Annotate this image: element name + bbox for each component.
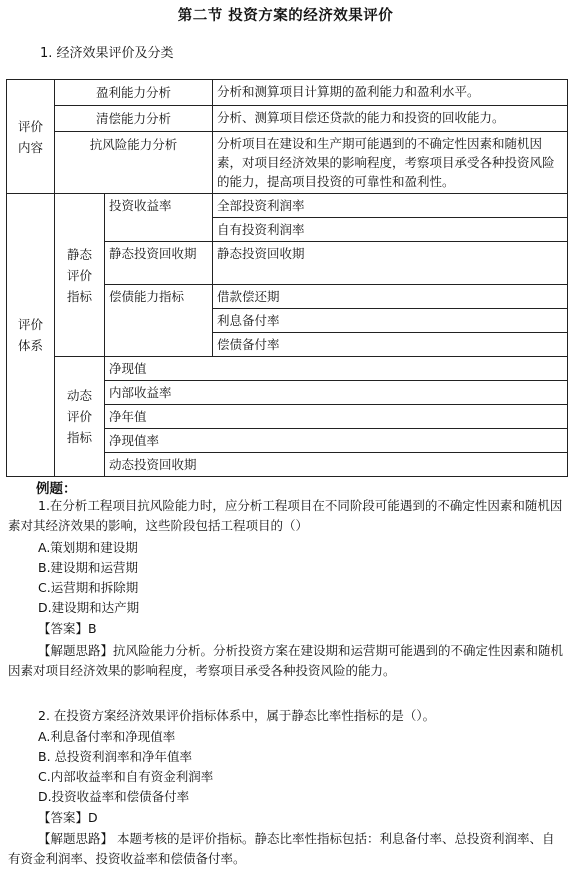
table-row <box>7 357 568 381</box>
static-sub-cell: 偿债备付率 <box>213 333 568 357</box>
question-1-stem: 1.在分析工程项目抗风险能力时，应分析工程项目在不同阶段可能遇到的不确定性因素和随机因素对其经济效果的影响，这些阶段包括工程项目的（） <box>8 498 563 533</box>
dynamic-item-cell: 净年值 <box>105 405 568 429</box>
static-item-cell: 投资收益率 <box>105 194 213 242</box>
q1-answer: 【答案】B <box>38 621 97 636</box>
static-sub-cell: 借款偿还期 <box>213 285 568 309</box>
q1-option-c: C.运营期和拆除期 <box>38 580 139 595</box>
content-group-cell <box>7 80 55 194</box>
q2-option-c: C.内部收益率和自有资金利润率 <box>38 769 214 784</box>
static-sub-cell: 静态投资回收期 <box>213 242 568 285</box>
dynamic-indicator-label: 动态 评价 指标 <box>66 388 92 445</box>
static-sub-cell: 全部投资利润率 <box>213 194 568 218</box>
q1-option-a: A.策划期和建设期 <box>38 540 138 555</box>
static-sub-cell: 利息备付率 <box>213 309 568 333</box>
q2-option-a: A.利息备付率和净现值率 <box>38 729 176 744</box>
examples-heading: 例题： <box>36 481 77 497</box>
content-desc-cell: 分析、测算项目偿还贷款的能力和投资的回收能力。 <box>213 106 568 132</box>
q1-option-b: B.建设期和运营期 <box>38 560 139 575</box>
q1-analysis: 【解题思路】抗风险能力分析。分析投资方案在建设期和运营期可能遇到的不确定性因素和随机因素对项目经济效果的影响程度，考察项目承受各种投资风险的能力。 <box>8 643 564 678</box>
content-desc-cell: 分析项目在建设和生产期可能遇到的不确定性因素和随机因素，对项目经济效果的影响程度，考察项目承受各种投资风险的能力，提高项目投资的可靠性和盈利性。 <box>213 132 568 194</box>
system-group-cell <box>7 194 55 477</box>
static-label-cell <box>55 194 105 357</box>
static-item-cell: 偿债能力指标 <box>105 285 213 357</box>
content-name-cell: 清偿能力分析 <box>55 106 213 132</box>
static-sub-cell: 自有投资利润率 <box>213 218 568 242</box>
content-group-label: 评价 内容 <box>17 118 43 155</box>
table-row <box>7 80 568 106</box>
page-title: 第二节 投资方案的经济效果评价 <box>177 7 394 24</box>
q2-answer: 【答案】D <box>38 810 98 825</box>
dynamic-label-cell <box>55 357 105 477</box>
q1-option-d: D.建设期和达产期 <box>38 600 140 615</box>
question-2-stem: 2. 在投资方案经济效果评价指标体系中，属于静态比率性指标的是（）。 <box>38 708 436 723</box>
static-item-cell: 静态投资回收期 <box>105 242 213 285</box>
content-name-cell: 盈利能力分析 <box>55 80 213 106</box>
table-row <box>7 194 568 218</box>
content-name-cell: 抗风险能力分析 <box>55 132 213 194</box>
evaluation-table <box>6 79 568 477</box>
dynamic-item-cell: 净现值 <box>105 357 568 381</box>
q2-analysis: 【解题思路】 本题考核的是评价指标。静态比率性指标包括：利息备付率、总投资利润率、自有资金利润率、投资收益率和偿债备付率。 <box>8 831 555 866</box>
q2-option-b: B. 总投资利润率和净年值率 <box>38 749 193 764</box>
q2-option-d: D.投资收益率和偿债备付率 <box>38 789 190 804</box>
dynamic-item-cell: 内部收益率 <box>105 381 568 405</box>
system-group-label: 评价 体系 <box>17 317 43 353</box>
static-indicator-label: 静态 评价 指标 <box>66 246 92 304</box>
dynamic-item-cell: 净现值率 <box>105 429 568 453</box>
table-row <box>7 132 568 194</box>
section-subheading: 1. 经济效果评价及分类 <box>40 46 174 61</box>
content-desc-cell: 分析和测算项目计算期的盈利能力和盈利水平。 <box>213 80 568 106</box>
dynamic-item-cell: 动态投资回收期 <box>105 453 568 477</box>
table-row <box>7 106 568 132</box>
